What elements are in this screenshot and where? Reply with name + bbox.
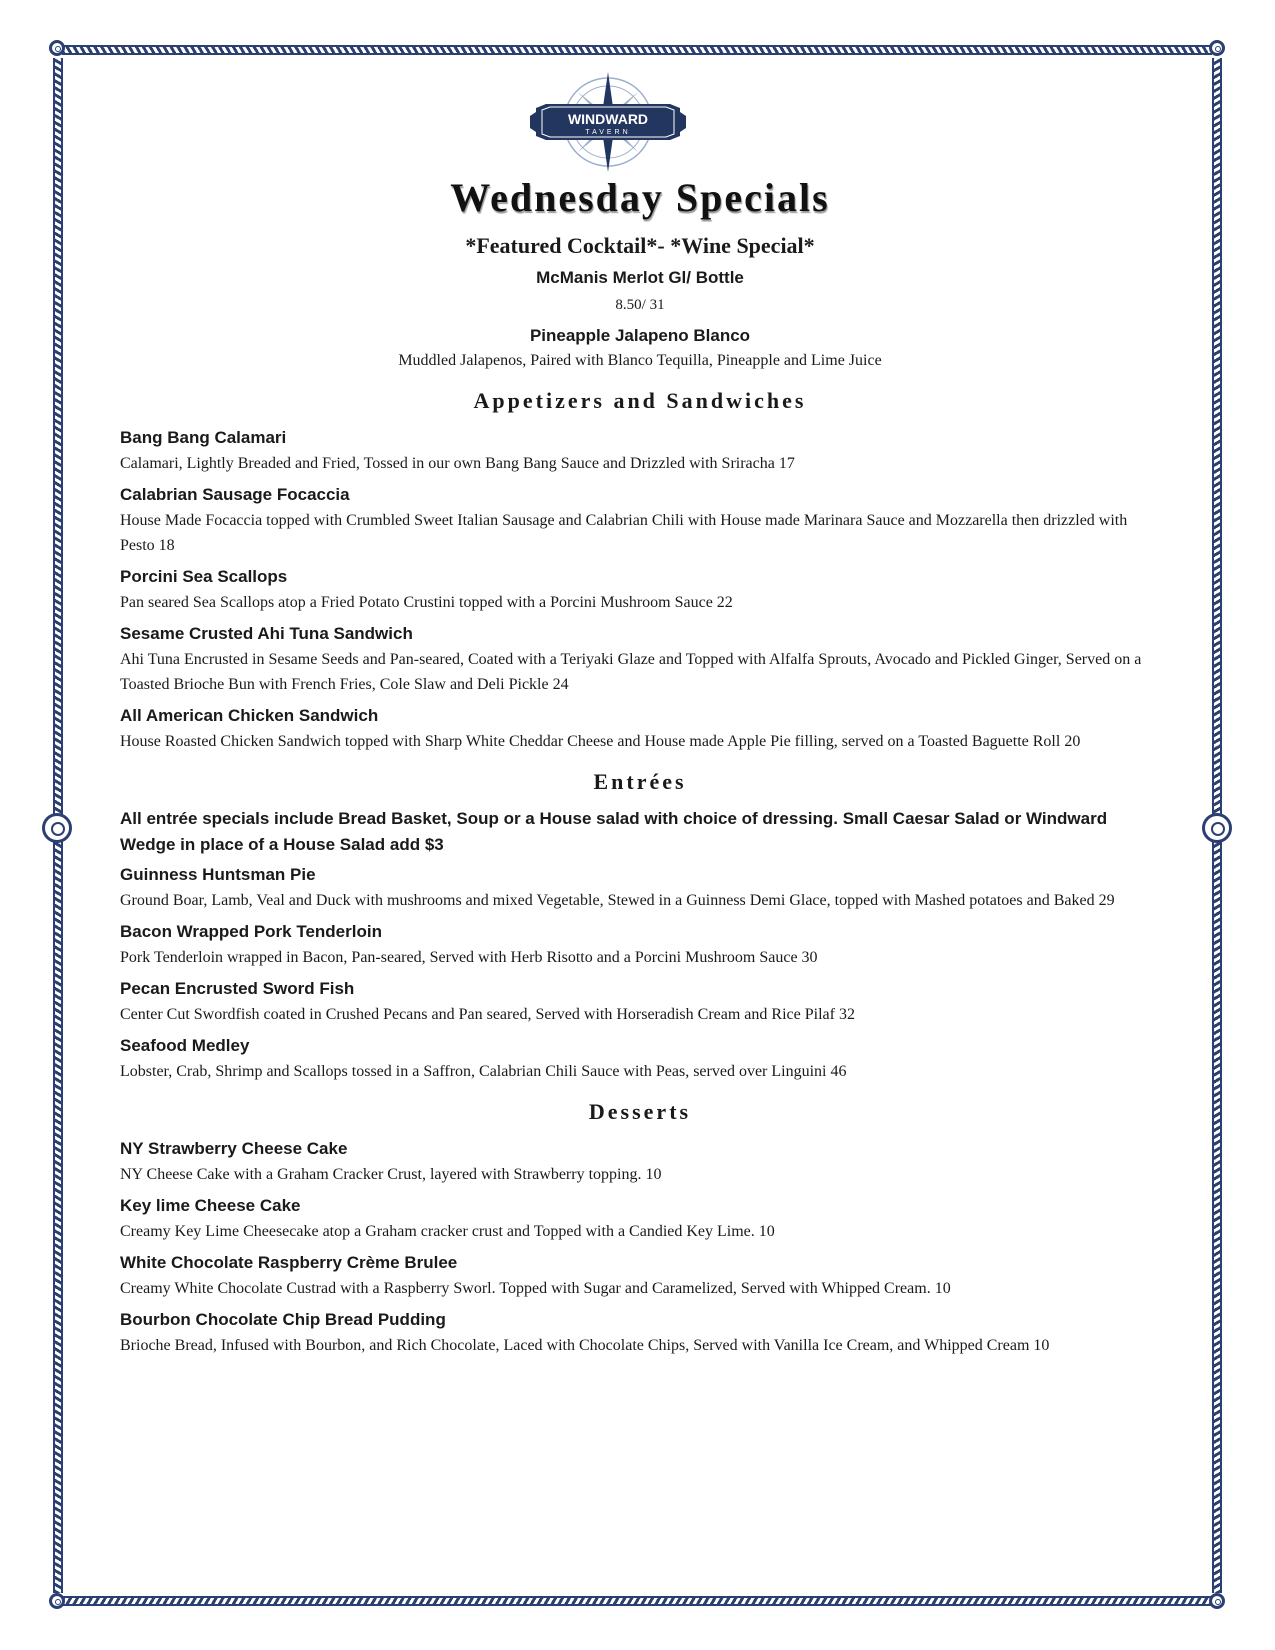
item-name: NY Strawberry Cheese Cake: [120, 1139, 348, 1158]
menu-item: [120, 1250, 1160, 1301]
menu-item: [120, 425, 1160, 476]
menu-item: [120, 564, 1160, 615]
item-description: Center Cut Swordfish coated in Crushed Pecans and Pan seared, Served with Horseradish Cream and Rice Pilaf 32: [120, 1006, 855, 1023]
item-description: Pork Tenderloin wrapped in Bacon, Pan-seared, Served with Herb Risotto and a Porcini Mushroom Sauce 30: [120, 949, 818, 966]
item-name: Calabrian Sausage Focaccia: [120, 485, 350, 504]
item-name: White Chocolate Raspberry Crème Brulee: [120, 1253, 458, 1272]
item-description: NY Cheese Cake with a Graham Cracker Crust, layered with Strawberry topping. 10: [120, 1166, 662, 1183]
menu-item: [120, 1033, 1160, 1084]
page-title: Wednesday Specials: [450, 175, 830, 220]
item-description: Creamy White Chocolate Custrad with a Raspberry Sworl. Topped with Sugar and Caramelized, Served with Whipped Cream. 10: [120, 1280, 951, 1297]
section-title-appetizers: Appetizers and Sandwiches: [473, 388, 807, 413]
menu-item: [120, 1307, 1160, 1358]
menu-item: [120, 482, 1160, 558]
item-name: Guinness Huntsman Pie: [120, 865, 316, 884]
rope-knot-icon: [1202, 813, 1232, 843]
item-description: Brioche Bread, Infused with Bourbon, and Rich Chocolate, Laced with Chocolate Chips, Served with Vanilla Ice Cream, and Whipped Cream 10: [120, 1337, 1050, 1354]
menu-item: [120, 919, 1160, 970]
item-name: Bourbon Chocolate Chip Bread Pudding: [120, 1310, 446, 1329]
cocktail-description: Muddled Jalapenos, Paired with Blanco Tequilla, Pineapple and Lime Juice: [398, 352, 882, 369]
rope-border-bottom: [62, 1596, 1212, 1606]
item-description: Pan seared Sea Scallops atop a Fried Potato Crustini topped with a Porcini Mushroom Sauce 22: [120, 594, 733, 611]
item-description: Creamy Key Lime Cheesecake atop a Graham cracker crust and Topped with a Candied Key Lime. 10: [120, 1223, 775, 1240]
item-name: Pecan Encrusted Sword Fish: [120, 979, 355, 998]
rope-knot-icon: [42, 813, 72, 843]
item-description: Ground Boar, Lamb, Veal and Duck with mushrooms and mixed Vegetable, Stewed in a Guinness Demi Glace, topped with Mashed potatoes and Baked 29: [120, 892, 1115, 909]
section-title-desserts: Desserts: [588, 1099, 692, 1124]
item-description: House Roasted Chicken Sandwich topped with Sharp White Cheddar Cheese and House made Apple Pie filling, served on a Toasted Baguette Roll 20: [120, 733, 1081, 750]
item-description: Lobster, Crab, Shrimp and Scallops tossed in a Saffron, Calabrian Chili Sauce with Peas, served over Linguini 46: [120, 1063, 847, 1080]
menu-item: [120, 1136, 1160, 1187]
featured-heading: *Featured Cocktail*- *Wine Special*: [465, 233, 815, 258]
rope-border-top: [62, 45, 1212, 55]
wine-special-name: McManis Merlot Gl/ Bottle: [536, 268, 744, 287]
section-title-entrees: Entrées: [593, 769, 687, 794]
menu-content: [120, 175, 1160, 1364]
item-name: Seafood Medley: [120, 1036, 250, 1055]
cocktail-name: Pineapple Jalapeno Blanco: [529, 326, 751, 345]
item-description: House Made Focaccia topped with Crumbled Sweet Italian Sausage and Calabrian Chili with House made Marinara Sauce and Mozzarella then drizzled with Pesto 18: [120, 512, 1128, 554]
menu-item: [120, 703, 1160, 754]
menu-item: [120, 1193, 1160, 1244]
item-name: Bang Bang Calamari: [120, 428, 287, 447]
windward-tavern-logo: [528, 70, 688, 175]
rope-knot-icon: [49, 40, 65, 56]
rope-knot-icon: [1209, 40, 1225, 56]
menu-item: [120, 621, 1160, 697]
menu-item: [120, 976, 1160, 1027]
menu-item: [120, 862, 1160, 913]
rope-knot-icon: [1209, 1593, 1225, 1609]
item-name: All American Chicken Sandwich: [120, 706, 379, 725]
entree-note: All entrée specials include Bread Basket, Soup or a House salad with choice of dressing. Small Caesar Salad or Windward Wedge in place of a House Salad add $3: [120, 809, 1108, 854]
item-name: Key lime Cheese Cake: [120, 1196, 301, 1215]
item-name: Sesame Crusted Ahi Tuna Sandwich: [120, 624, 413, 643]
item-name: Porcini Sea Scallops: [120, 567, 288, 586]
item-name: Bacon Wrapped Pork Tenderloin: [120, 922, 382, 941]
item-description: Ahi Tuna Encrusted in Sesame Seeds and Pan-seared, Coated with a Teriyaki Glaze and Topped with Alfalfa Sprouts, Avocado and Pickled Ginger, Served on a Toasted Brioche Bun with French Fries, Cole Slaw and Deli Pickle 24: [120, 651, 1142, 693]
logo-name: WINDWARD: [567, 111, 649, 127]
rope-knot-icon: [49, 1593, 65, 1609]
wine-special-price: 8.50/ 31: [615, 297, 665, 313]
logo-subname: TAVERN: [585, 129, 631, 136]
item-description: Calamari, Lightly Breaded and Fried, Tossed in our own Bang Bang Sauce and Drizzled with Sriracha 17: [120, 455, 795, 472]
